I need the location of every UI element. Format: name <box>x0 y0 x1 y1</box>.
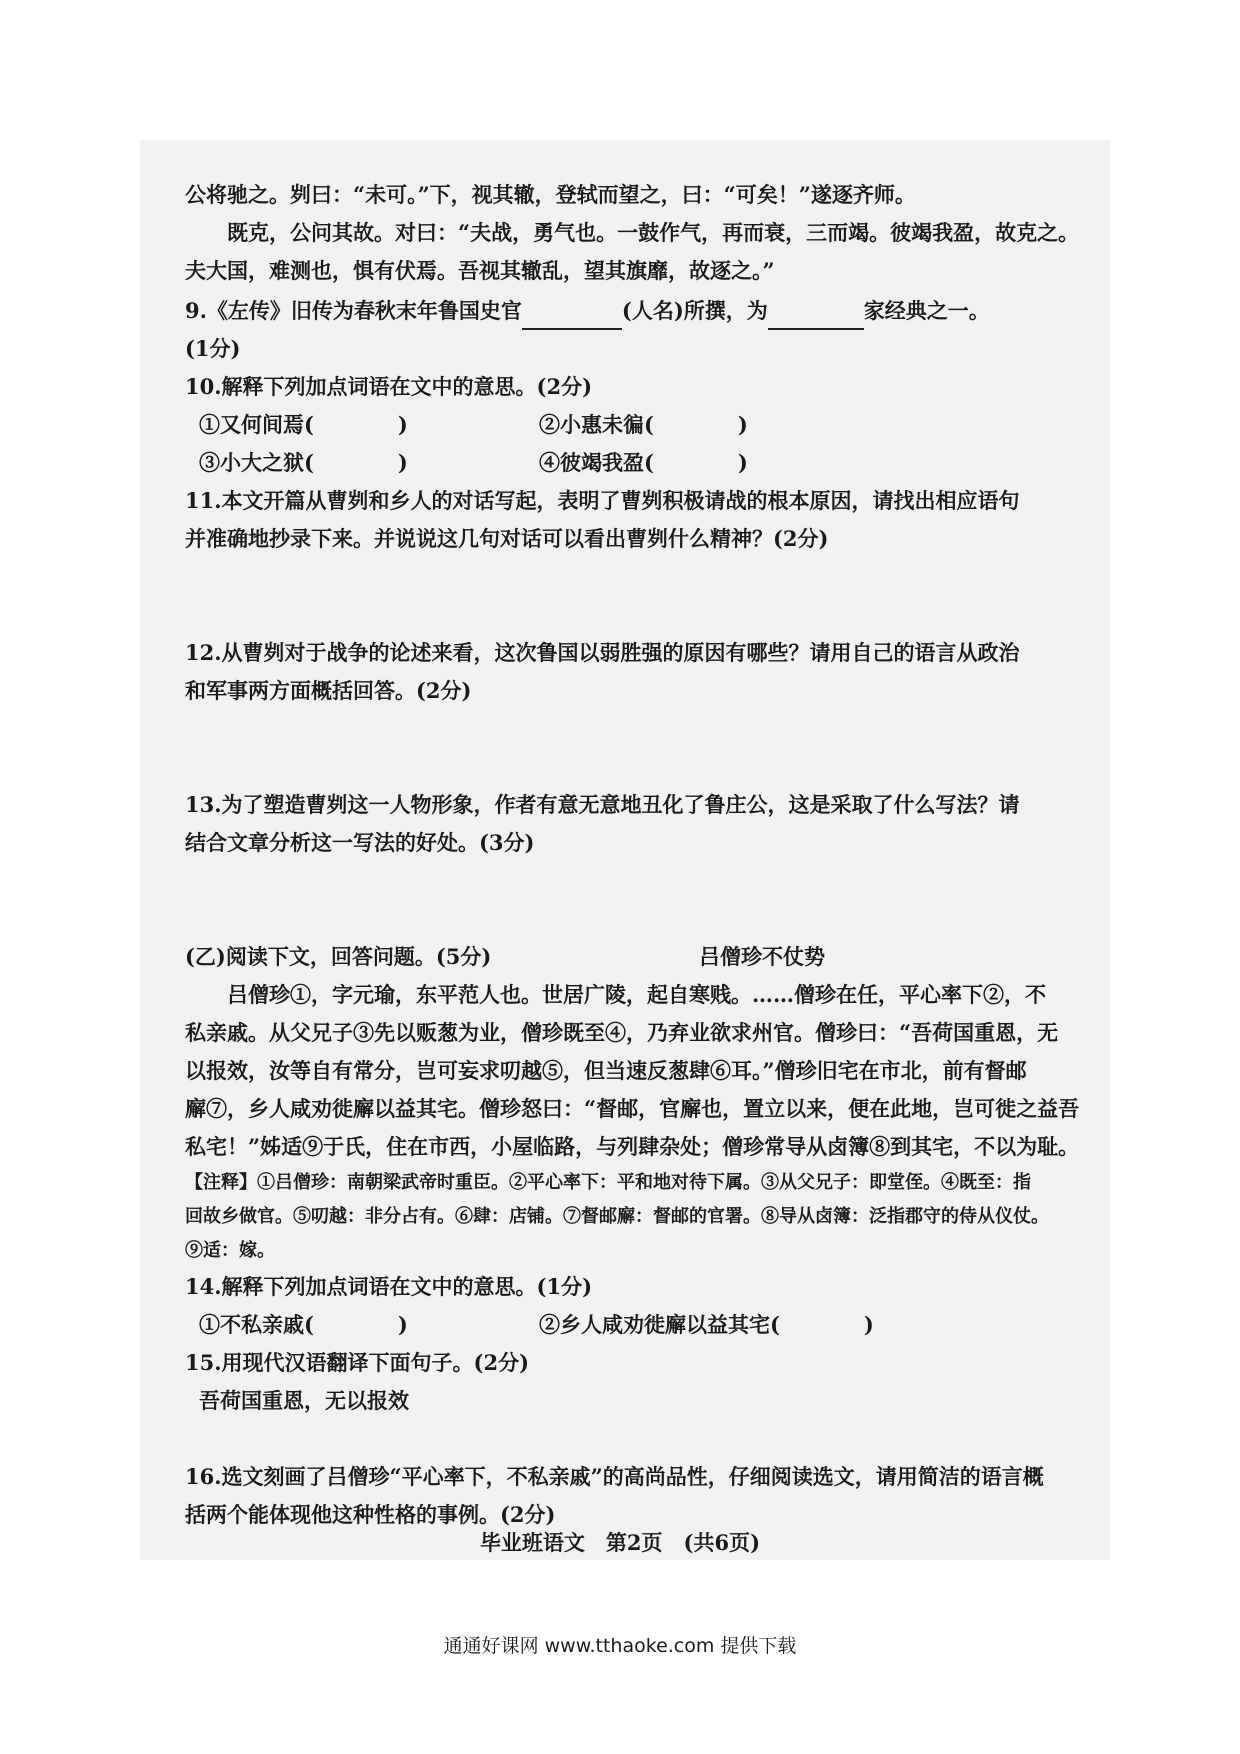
q10-item: ①又何间焉( ) <box>199 412 408 437</box>
question-13: 13.为了塑造曹刿这一人物形象，作者有意无意地丑化了鲁庄公，这是采取了什么写法？请 <box>185 792 1020 817</box>
annotation-line: 【注释】①吕僧珍：南朝梁武帝时重臣。②平心率下：平和地对待下属。③从父兄子：即堂侄。④既至：指 <box>185 1172 1031 1193</box>
question-13: 结合文章分析这一写法的好处。(3分) <box>185 830 535 855</box>
q10-items-row <box>185 444 1075 482</box>
question-14-stem: 14.解释下列加点词语在文中的意思。(1分) <box>185 1274 593 1299</box>
passage-a-line: 夫大国，难测也，惧有伏焉。吾视其辙乱，望其旗靡，故逐之。” <box>185 258 775 283</box>
passage-b-line: 私宅！”姊适⑨于氏，住在市西，小屋临路，与列肆杂处；僧珍常导从卤簿⑧到其宅，不以为耻。 <box>185 1134 1080 1159</box>
passage-b-line: 廨⑦，乡人咸劝徙廨以益其宅。僧珍怒曰：“督邮，官廨也，置立以来，便在此地，岂可徙之益吾 <box>185 1096 1080 1121</box>
q9-score: (1分) <box>185 336 241 361</box>
question-11: 11.本文开篇从曹刿和乡人的对话写起，表明了曹刿积极请战的根本原因，请找出相应语句 <box>185 488 1020 513</box>
passage-b-line: 私亲戚。从父兄子③先以贩葱为业，僧珍既至④，乃弃业欲求州官。僧珍曰：“吾荷国重恩，无 <box>185 1020 1059 1045</box>
question-12: 和军事两方面概括回答。(2分) <box>185 678 472 703</box>
section-b-title: 吕僧珍不仗势 <box>699 944 825 969</box>
section-b-label: (乙)阅读下文，回答问题。(5分) <box>185 944 492 969</box>
q14-items-row <box>185 1306 1075 1344</box>
q10-item: ③小大之狱( ) <box>199 450 408 475</box>
answer-space[interactable] <box>185 862 1075 938</box>
q9-text: 9.《左传》旧传为春秋末年鲁国史官 <box>185 298 522 323</box>
answer-space[interactable] <box>185 710 1075 786</box>
question-11: 并准确地抄录下来。并说说这几句对话可以看出曹刿什么精神？(2分) <box>185 526 829 551</box>
q10-item: ④彼竭我盈( ) <box>539 450 748 475</box>
answer-blank[interactable] <box>522 290 622 330</box>
q14-item: ②乡人咸劝徙廨以益其宅( ) <box>539 1312 874 1337</box>
answer-blank[interactable] <box>768 290 864 330</box>
download-credit: 通通好课网 www.tthaoke.com 提供下载 <box>443 1635 797 1657</box>
question-12: 12.从曹刿对于战争的论述来看，这次鲁国以弱胜强的原因有哪些？请用自己的语言从政治 <box>185 640 1020 665</box>
answer-space[interactable] <box>185 1420 1075 1458</box>
passage-a-line: 既克，公问其故。对曰：“夫战，勇气也。一鼓作气，再而衰，三而竭。彼竭我盈，故克之。 <box>227 220 1080 245</box>
passage-b-line: 吕僧珍①，字元瑜，东平范人也。世居广陵，起自寒贱。……僧珍在任，平心率下②，不 <box>227 982 1046 1007</box>
page-footer: 毕业班语文 第2页 (共6页) <box>479 1530 761 1555</box>
question-16: 16.选文刻画了吕僧珍“平心率下，不私亲戚”的高尚品性，仔细阅读选文，请用简洁的语言概 <box>185 1464 1044 1489</box>
question-15-stem: 15.用现代汉语翻译下面句子。(2分) <box>185 1350 530 1375</box>
passage-b-line: 以报效，汝等自有常分，岂可妄求叨越⑤，但当速反葱肆⑥耳。”僧珍旧宅在市北，前有督邮 <box>185 1058 1027 1083</box>
q9-text: (人名)所撰，为 <box>621 298 768 323</box>
question-10-stem: 10.解释下列加点词语在文中的意思。(2分) <box>185 374 593 399</box>
q10-item: ②小惠未徧( ) <box>539 412 748 437</box>
q10-items-row <box>185 406 1075 444</box>
answer-space[interactable] <box>185 558 1075 634</box>
question-9 <box>185 290 1075 330</box>
question-16: 括两个能体现他这种性格的事例。(2分) <box>185 1502 556 1527</box>
exam-content <box>185 176 1080 1534</box>
q15-sentence: 吾荷国重恩，无以报效 <box>199 1388 409 1413</box>
q14-item: ①不私亲戚( ) <box>199 1312 408 1337</box>
passage-a-line: 公将驰之。刿曰：“未可。”下，视其辙，登轼而望之，曰：“可矣！”遂逐齐师。 <box>185 182 916 207</box>
section-b-header <box>185 938 825 976</box>
annotation-line: ⑨适：嫁。 <box>185 1240 275 1261</box>
annotation-line: 回故乡做官。⑤叨越：非分占有。⑥肆：店铺。⑦督邮廨：督邮的官署。⑧导从卤簿：泛指郡守的侍从仪仗。 <box>185 1206 1049 1227</box>
q9-text: 家经典之一。 <box>863 298 990 323</box>
